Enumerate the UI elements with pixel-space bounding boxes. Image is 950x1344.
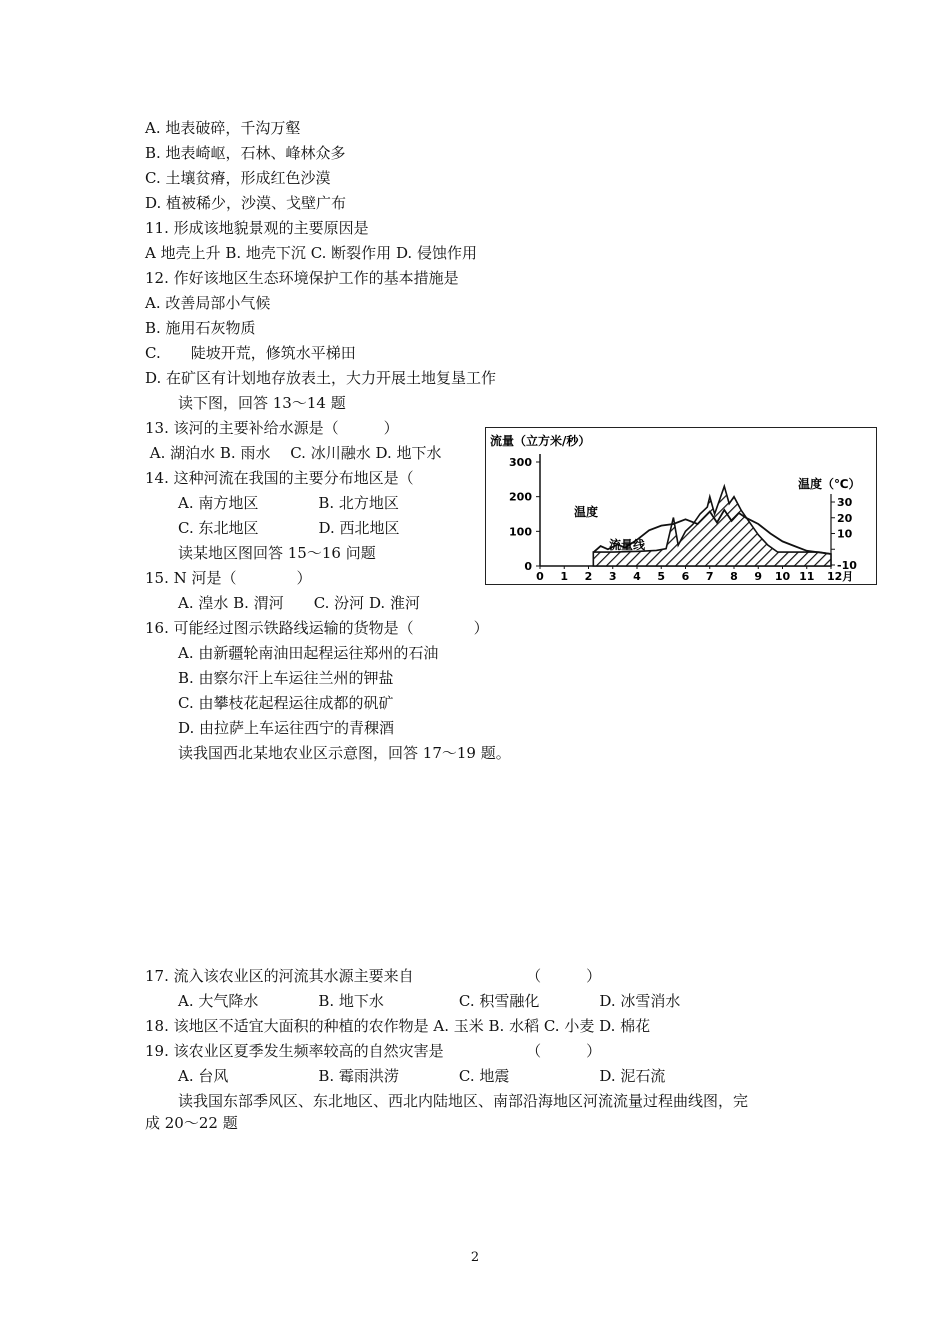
y-axis-label: 流量（立方米/秒） bbox=[490, 434, 591, 448]
question-16: 16. 可能经过图示铁路线运输的货物是（ ） bbox=[145, 619, 489, 637]
option-line: B. 由察尔汗上车运往兰州的钾盐 bbox=[178, 669, 394, 687]
option-line: D. 由拉萨上车运往西宁的青稞酒 bbox=[178, 719, 395, 737]
option-line: A. 台风 B. 霉雨洪涝 C. 地震 D. 泥石流 bbox=[178, 1067, 666, 1085]
question-17: 17. 流入该农业区的河流其水源主要来自 （ ） bbox=[145, 967, 602, 985]
option-line: C. 土壤贫瘠，形成红色沙漠 bbox=[145, 169, 331, 187]
option-line: A 地壳上升 B. 地壳下沉 C. 断裂作用 D. 侵蚀作用 bbox=[145, 244, 477, 262]
y2-tick-label: 10 bbox=[837, 527, 853, 541]
option-line: A. 湟水 B. 渭河 C. 汾河 D. 淮河 bbox=[178, 594, 420, 612]
instruction-line: 读下图，回答 13～14 题 bbox=[178, 394, 346, 412]
page-number: 2 bbox=[470, 1250, 480, 1265]
option-line: B. 施用石灰物质 bbox=[145, 319, 256, 337]
option-line: C. 由攀枝花起程运往成都的矾矿 bbox=[178, 694, 394, 712]
option-line: D. 植被稀少，沙漠、戈壁广布 bbox=[145, 194, 347, 212]
question-15: 15. N 河是（ ） bbox=[145, 569, 312, 587]
x-tick-label: 9 bbox=[754, 570, 763, 583]
instruction-line: 读某地区图回答 15～16 问题 bbox=[178, 544, 376, 562]
question-12: 12. 作好该地区生态环境保护工作的基本措施是 bbox=[145, 269, 459, 287]
x-tick-label: 6 bbox=[681, 570, 690, 583]
x-tick-label: 1 bbox=[560, 570, 569, 583]
discharge-label: 流量线 bbox=[609, 538, 646, 552]
option-line: D. 在矿区有计划地存放表土，大力开展土地复垦工作 bbox=[145, 369, 497, 387]
option-line: A. 南方地区 B. 北方地区 bbox=[178, 494, 399, 512]
y-tick-label: 0 bbox=[524, 560, 532, 573]
option-line: C. 陡坡开荒，修筑水平梯田 bbox=[145, 344, 356, 362]
option-line: A. 地表破碎，千沟万壑 bbox=[145, 119, 301, 137]
question-11: 11. 形成该地貌景观的主要原因是 bbox=[145, 219, 369, 237]
instruction-line: 读我国西北某地农业区示意图，回答 17～19 题。 bbox=[178, 744, 511, 762]
question-14: 14. 这种河流在我国的主要分布地区是（ bbox=[145, 469, 414, 487]
x-tick-label: 0 bbox=[536, 570, 544, 583]
x-tick-label: 5 bbox=[657, 570, 666, 583]
y-tick-label: 100 bbox=[509, 525, 532, 539]
x-tick-label: 2 bbox=[584, 570, 593, 583]
chart-svg bbox=[486, 428, 878, 586]
y-tick-label: 200 bbox=[509, 490, 532, 504]
instruction-line: 读我国东部季风区、东北地区、西北内陆地区、南部沿海地区河流流量过程曲线图，完 bbox=[178, 1092, 749, 1110]
question-19: 19. 该农业区夏季发生频率较高的自然灾害是 （ ） bbox=[145, 1042, 602, 1060]
x-tick-label: 3 bbox=[608, 570, 617, 583]
y2-tick-label: 20 bbox=[837, 511, 853, 525]
y2-tick-label: -10 bbox=[837, 559, 857, 572]
instruction-line: 成 20～22 题 bbox=[145, 1114, 238, 1132]
option-line: A. 改善局部小气候 bbox=[145, 294, 271, 312]
option-line: C. 东北地区 D. 西北地区 bbox=[178, 519, 400, 537]
option-line: B. 地表崎岖，石林、峰林众多 bbox=[145, 144, 346, 162]
y-tick-label: 300 bbox=[509, 456, 532, 469]
x-tick-label: 8 bbox=[730, 570, 738, 583]
y2-axis-label: 温度（℃） bbox=[798, 477, 861, 491]
option-line: A. 大气降水 B. 地下水 C. 积雪融化 D. 冰雪消水 bbox=[178, 992, 681, 1010]
x-tick-label: 10 bbox=[774, 570, 791, 583]
river-discharge-chart bbox=[485, 427, 877, 585]
temperature-label: 温度 bbox=[574, 505, 599, 519]
option-line: A. 湖泊水 B. 雨水 C. 冰川融水 D. 地下水 bbox=[145, 444, 442, 462]
x-tick-label: 12月 bbox=[827, 570, 854, 583]
discharge-area bbox=[593, 486, 831, 566]
question-13: 13. 该河的主要补给水源是（ ） bbox=[145, 419, 399, 437]
x-tick-label: 11 bbox=[799, 570, 815, 583]
y2-tick-label: 30 bbox=[837, 496, 853, 509]
question-18: 18. 该地区不适宜大面积的种植的农作物是 A. 玉米 B. 水稻 C. 小麦 D. 棉花 bbox=[145, 1017, 651, 1035]
option-line: A. 由新疆轮南油田起程运往郑州的石油 bbox=[178, 644, 439, 662]
x-tick-label: 4 bbox=[633, 570, 641, 583]
x-tick-label: 7 bbox=[705, 570, 714, 583]
